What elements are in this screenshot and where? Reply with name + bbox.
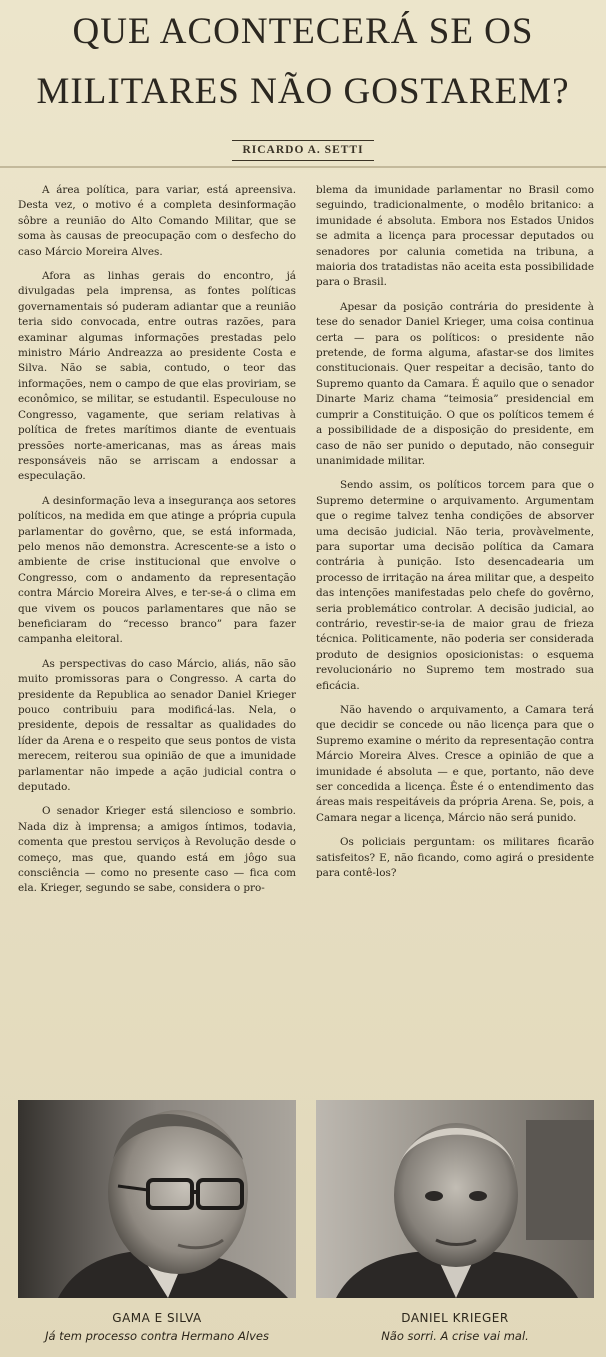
article-column-1 bbox=[18, 183, 296, 906]
paragraph: Os policiais perguntam: os militares ficarão satisfeitos? E, não ficando, como agirá o presidente para contê-los? bbox=[316, 836, 594, 880]
paragraph: Afora as linhas gerais do encontro, já divulgadas pela imprensa, as fontes políticas governamentais só puderam adiantar que a reunião teria sido convocada, entre outras razões, para examinar algumas informações prestadas pelo ministro Mário Andreazza ao presidente Costa e Silva. Não se sabia, contudo, o teor das informações, nem o campo de que elas proviriam, se econômico, se militar, se estudantil. Especulouse no Congresso, vagamente, que seriam relativas à política de fretes marítimos diante de eventuais pressões norte-americanas, mas as áreas mais responsáveis não se arriscam a endossar a especulação. bbox=[18, 270, 296, 483]
photo-caption-text: Já tem processo contra Hermano Alves bbox=[45, 1329, 269, 1343]
header-divider bbox=[0, 166, 606, 168]
byline-top-rule bbox=[232, 140, 374, 141]
paragraph: blema da imunidade parlamentar no Brasil como seguindo, tradicionalmente, o modêlo britanico: a imunidade é absoluta. Embora nos Estados Unidos se admita a licença para processar deputados ou senadores por calunia cometida na tribuna, a maioria dos tratadistas não aceita esta possibilidade para o Brasil. bbox=[316, 184, 594, 289]
byline-bottom-rule bbox=[232, 160, 374, 161]
paragraph: Não havendo o arquivamento, a Camara terá que decidir se concede ou não licença para que o Supremo examine o mérito da representação contra Márcio Moreira Alves. Cresce a opinião de que a imunidade é absoluta — e que, portanto, não deve ser concedida a licença. Êste é o entendimento das áreas mais respeitáveis da própria Arena. Se, pois, a Camara negar a licença, Márcio não será punido. bbox=[316, 704, 594, 824]
paragraph: Sendo assim, os políticos torcem para que o Supremo determine o arquivamento. Argumentam que o regime talvez tenha condições de absorver uma decisão judicial. Não teria, provàvelmente, para suportar uma decisão política da Camara contrária à punição. Isto desencadearia um processo de irritação na área militar que, a despeito das intenções manifestadas pelo chefe do govêrno, seria problemático controlar. A decisão judicial, ao contrário, revestir-se-ia de maior grau de frieza técnica. Politicamente, não poderia ser considerada produto de designios oposicionistas: o esquema revolucionário no Supremo tem mostrado sua eficácia. bbox=[316, 479, 594, 692]
photo-gama-e-silva bbox=[18, 1100, 296, 1298]
paragraph: Apesar da posição contrária do presidente à tese do senador Daniel Krieger, uma coisa continua certa — para os políticos: o presidente não pretende, de forma alguma, afastar-se dos limites constitucionais. Quer respeitar a decisão, tanto do Supremo quanto da Camara. É aquilo que o senador Dinarte Mariz chama “teimosia” presidencial em cumprir a Constituição. O que os políticos temem é a possibilidade de a disposição do presidente, em caso de não ser punido o deputado, não conseguir unanimidade militar. bbox=[316, 300, 594, 467]
paragraph: As perspectivas do caso Márcio, aliás, não são muito promissoras para o Congresso. A carta do presidente da Republica ao senador Daniel Krieger pouco contribuiu para modificá-las. Nela, o presidente, depois de ressaltar as qualidades do líder da Arena e o respeito que seus pontos de vista merecem, reiterou sua opinião de que a imunidade parlamentar não impede a ação judicial contra o deputado. bbox=[18, 657, 296, 794]
paragraph: O senador Krieger está silencioso e sombrio. Nada diz à imprensa; a amigos íntimos, todavia, comenta que prestou serviços à Revolução desde o começo, mas que, quando está em jôgo sua consciência — como no presente caso — fica com ela. Krieger, segundo se sabe, considera o pro- bbox=[18, 805, 296, 895]
article-column-2 bbox=[316, 183, 594, 890]
byline: RICARDO A. SETTI bbox=[242, 144, 364, 156]
headline-line-2: MILITARES NÃO GOSTAREM? bbox=[36, 71, 570, 112]
photo-daniel-krieger bbox=[316, 1100, 594, 1298]
photo-caption-text: Não sorri. A crise vai mal. bbox=[381, 1329, 529, 1343]
headline-line-1: QUE ACONTECERÁ SE OS bbox=[72, 11, 534, 52]
photo-caption-name: DANIEL KRIEGER bbox=[401, 1311, 509, 1325]
paragraph: A desinformação leva a insegurança aos setores políticos, na medida em que atinge a própria cupula parlamentar do govêrno, que, se está informada, pelo menos não demonstra. Acrescente-se a isto o ambiente de crise institucional que envolve o Congresso, com o andamento da representação contra Márcio Moreira Alves, e ter-se-á o clima em que vivem os poucos parlamentares que não se beneficiaram do “recesso branco” para fazer campanha eleitoral. bbox=[18, 494, 296, 646]
photo-caption-name: GAMA E SILVA bbox=[112, 1311, 202, 1325]
paragraph: A área política, para variar, está apreensiva. Desta vez, o motivo é a completa desinformação sôbre a reunião do Alto Comando Militar, que se soma às causas de preocupação com o desfecho do caso Márcio Moreira Alves. bbox=[18, 184, 296, 258]
